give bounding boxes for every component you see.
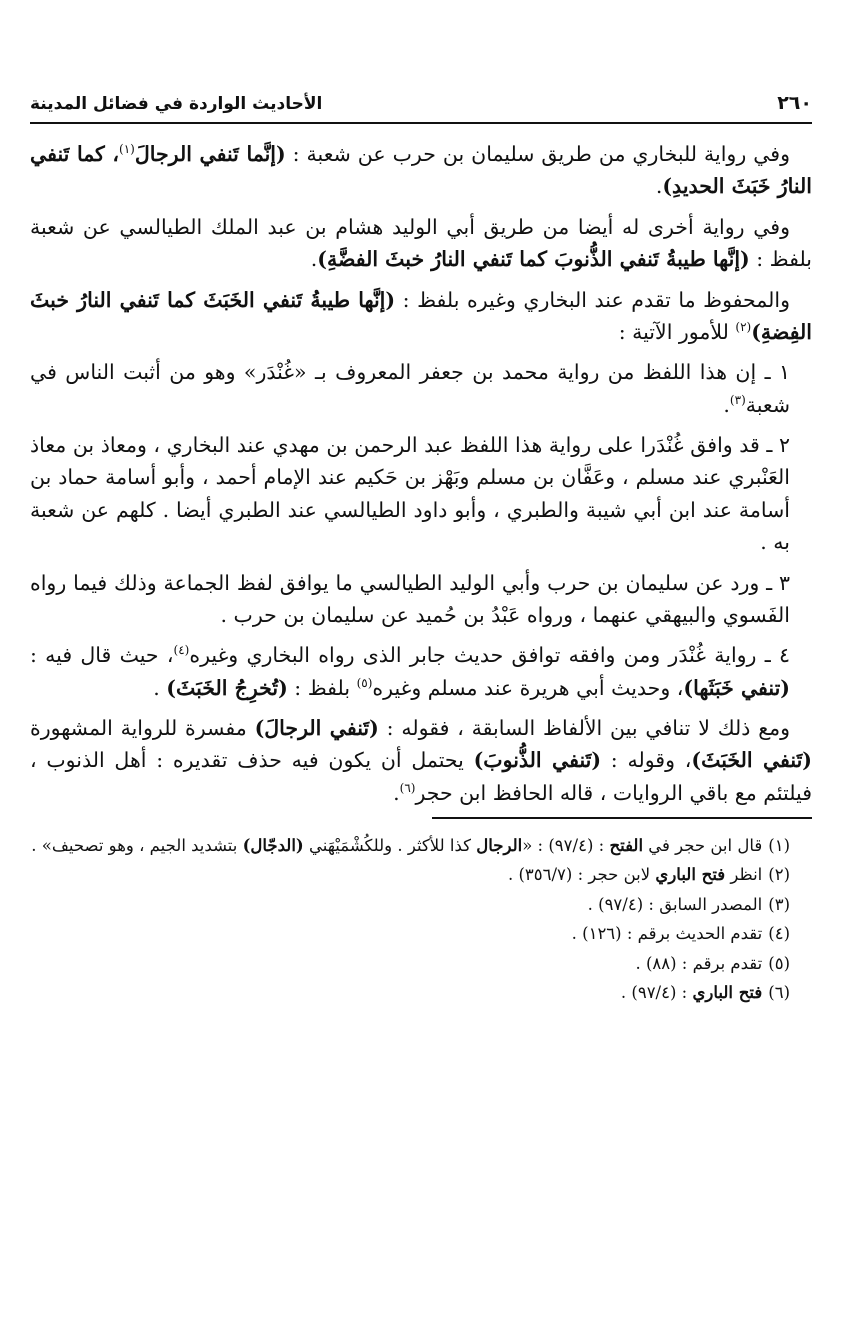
- text-span: .: [393, 780, 400, 805]
- footnote-3: [30, 890, 812, 919]
- quoted-word: الرجال: [476, 836, 523, 856]
- footnote-5: [30, 949, 812, 978]
- text-span: ٤ ـ رواية غُنْدَر ومن وافقه توافق حديث جابر الذى رواه البخاري وغيره: [189, 643, 791, 668]
- quoted-hadith-text: (إنَّها طيبةُ تَنفي الذُّنوبَ كما تَنفي النارُ خبثَ الفضَّةِ): [317, 247, 750, 272]
- text-span: .: [310, 247, 318, 272]
- running-title: الأحاديث الواردة في فضائل المدينة: [30, 94, 323, 114]
- text-span: تقدم الحديث برقم : (١٢٦) .: [571, 924, 763, 944]
- text-span: : (٩٧/٤) .: [620, 982, 693, 1002]
- list-item-4: [30, 639, 812, 704]
- text-span: .: [153, 675, 167, 700]
- footnote-separator: [432, 817, 812, 819]
- list-item-1: [30, 356, 812, 421]
- page-number: ٢٦٠: [777, 92, 812, 114]
- footnote-6: [30, 978, 812, 1007]
- text-span: لابن حجر : (٣٥٦/٧) .: [507, 865, 656, 885]
- footnote-ref[interactable]: (٦): [399, 780, 416, 795]
- text-span: ، وقوله :: [601, 748, 692, 773]
- text-span: للأمور الآتية :: [618, 319, 736, 344]
- footnote-number: (١): [768, 836, 790, 856]
- quoted-hadith-text: (إنَّها طيبةُ تَنفي الخَبَثَ كما تَنفي النارُ خبثَ الفِضةِ): [30, 287, 812, 344]
- footnote-ref[interactable]: (١): [119, 142, 135, 157]
- text-span: بتشديد الجيم ، وهو تصحيف» .: [31, 836, 243, 856]
- text-span: قال ابن حجر في: [643, 836, 763, 856]
- text-span: ومع ذلك لا تنافي بين الألفاظ السابقة ، فقوله :: [378, 716, 790, 740]
- list-item-2: [30, 429, 812, 559]
- book-page: [30, 80, 812, 1007]
- footnote-4: [30, 919, 812, 948]
- text-span: ٣ ـ ورد عن سليمان بن حرب وأبي الوليد الطيالسي ما يوافق لفظ الجماعة وذلك فيما رواه الفَسوي والبيهقي عنهما ، ورواه عَبْدُ بن حُميد عن سليمان بن حرب .: [30, 570, 790, 627]
- text-span: بلفظ :: [287, 675, 357, 700]
- footnote-ref[interactable]: (٤): [173, 643, 190, 658]
- footnote-number: (٢): [768, 865, 790, 885]
- text-span: ١ ـ إن هذا اللفظ من رواية محمد بن جعفر المعروف بـ «غُنْدَر» وهو من أثبت الناس في شعبة: [30, 360, 790, 417]
- text-span: يحتمل أن يكون فيه حذف تقديره : أهل الذنوب ، فيلتئم مع باقي الروايات ، قاله الحافظ ابن حجر: [30, 748, 812, 805]
- text-span: والمحفوظ ما تقدم عند البخاري وغيره بلفظ :: [395, 287, 790, 312]
- quoted-word: (الدجّال): [242, 836, 304, 856]
- text-span: .: [723, 392, 730, 417]
- footnote-ref[interactable]: (٢): [735, 320, 752, 335]
- text-span: المصدر السابق : (٩٧/٤) .: [587, 894, 763, 914]
- paragraph-conclusion: [30, 712, 812, 809]
- quoted-hadith-text: ، كما تَنفي النارُ خَبَثَ الحديدِ): [30, 142, 812, 199]
- quoted-hadith-text: (تُخرِجُ الخَبَثَ): [166, 675, 288, 700]
- text-span: مفسرة للرواية المشهورة: [30, 716, 255, 740]
- text-span: وفي رواية للبخاري من طريق سليمان بن حرب عن شعبة :: [285, 142, 790, 166]
- text-span: ٢ ـ قد وافق غُنْدَرا على رواية هذا اللفظ عبد الرحمن بن مهدي عند البخاري ، ومعاذ بن معاذ العَنْبري عند مسلم ، وعَفَّان بن مسلم وبَهْز بن حَكيم عند الإمام أحمد ، وأبو أسامة حماد بن أسامة عند ابن أبي شيبة والطبري ، وأبو داود الطيالسي عند الطبري أيضا . كلهم عن شعبة به .: [30, 433, 790, 555]
- footnote-2: [30, 860, 812, 889]
- footnote-number: (٥): [768, 953, 790, 973]
- paragraph-2: [30, 211, 812, 276]
- quoted-hadith-text: (تَنفي الخَبَثَ): [691, 748, 812, 773]
- footnote-1: [30, 831, 812, 860]
- footnotes: [30, 831, 812, 1007]
- text-span: ، وحديث أبي هريرة عند مسلم وغيره: [372, 675, 684, 700]
- text-span: : (٩٧/٤) : «: [522, 836, 610, 856]
- running-header: [30, 80, 812, 114]
- quoted-hadith-text: (تنفي خَبَثَها): [683, 675, 790, 700]
- paragraph-1: [30, 138, 812, 203]
- text-span: ، حيث قال فيه :: [30, 643, 174, 668]
- text-span: تقدم برقم : (٨٨) .: [635, 953, 763, 973]
- book-title: فتح الباري: [655, 865, 726, 885]
- footnote-number: (٦): [768, 982, 790, 1002]
- quoted-hadith-text: (تَنفي الرجالَ): [254, 716, 379, 740]
- quoted-hadith-text: (تَنفي الذُّنوبَ): [473, 748, 602, 773]
- main-text: [30, 138, 812, 809]
- quoted-hadith-text: (إنَّما تَنفي الرجالَ: [134, 142, 286, 166]
- book-title: فتح الباري: [692, 982, 763, 1002]
- list-item-3: [30, 567, 812, 632]
- header-rule: [30, 122, 812, 124]
- footnote-number: (٣): [768, 894, 790, 914]
- text-span: .: [655, 174, 663, 199]
- footnote-number: (٤): [768, 924, 790, 944]
- footnote-ref[interactable]: (٣): [729, 392, 746, 407]
- paragraph-3: [30, 284, 812, 349]
- book-title: الفتح: [609, 836, 644, 856]
- text-span: انظر: [725, 865, 763, 885]
- text-span: كذا للأكثر . وللكُشْمَيْهَني: [303, 836, 477, 856]
- text-span: وفي رواية أخرى له أيضا من طريق أبي الوليد هشام بن عبد الملك الطيالسي عن شعبة بلفظ :: [30, 214, 812, 272]
- footnote-ref[interactable]: (٥): [356, 675, 373, 690]
